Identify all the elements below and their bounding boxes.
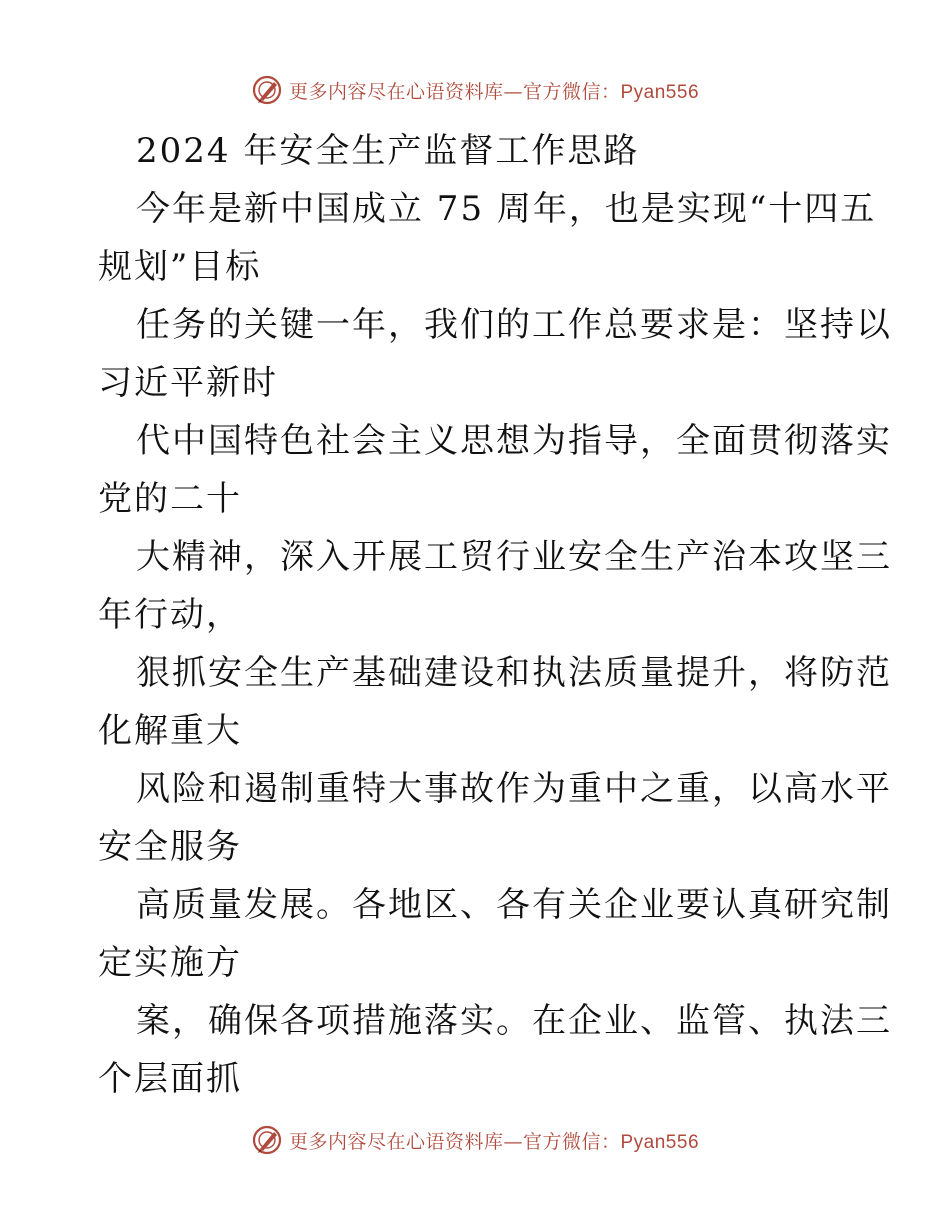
- watermark-text: [289, 1127, 699, 1154]
- paragraph-line: 今年是新中国成立 75 周年，也是实现“十四五: [136, 189, 877, 229]
- document-title: 2024 年安全生产监督工作思路: [136, 131, 640, 171]
- watermark-wechat-label: 官方微信：: [522, 1130, 621, 1153]
- watermark-text: [289, 77, 699, 104]
- document-body: [98, 122, 892, 1108]
- watermark-wechat-label: 官方微信：: [522, 80, 621, 103]
- header-watermark: [0, 70, 950, 110]
- paragraph-line: 习近平新时: [98, 363, 278, 403]
- paragraph-line: 年行动，: [98, 595, 242, 635]
- watermark-account: Pyan556: [620, 1131, 700, 1153]
- pen-nib-circle-icon: [251, 74, 283, 106]
- paragraph-line: 任务的关键一年，我们的工作总要求是：坚持以: [136, 305, 892, 345]
- watermark-separator: —: [503, 80, 523, 103]
- paragraph-line: 个层面抓: [98, 1059, 242, 1099]
- paragraph-line: 风险和遏制重特大事故作为重中之重，以高水平: [136, 769, 892, 809]
- footer-watermark: [0, 1120, 950, 1160]
- paragraph-line: 规划”目标: [98, 247, 262, 287]
- paragraph-line: 党的二十: [98, 479, 242, 519]
- paragraph-line: 案，确保各项措施落实。在企业、监管、执法三: [136, 1001, 892, 1041]
- watermark-site: 更多内容尽在心语资料库: [288, 1130, 504, 1153]
- watermark-separator: —: [503, 1130, 523, 1153]
- paragraph-line: 定实施方: [98, 943, 242, 983]
- paragraph-line: 安全服务: [98, 827, 242, 867]
- paragraph-line: 大精神，深入开展工贸行业安全生产治本攻坚三: [136, 537, 892, 577]
- paragraph-line: 狠抓安全生产基础建设和执法质量提升，将防范: [136, 653, 892, 693]
- paragraph-line: 代中国特色社会主义思想为指导，全面贯彻落实: [136, 421, 892, 461]
- pen-nib-circle-icon: [251, 1124, 283, 1156]
- watermark-site: 更多内容尽在心语资料库: [288, 80, 504, 103]
- watermark-account: Pyan556: [620, 81, 700, 103]
- paragraph-line: 化解重大: [98, 711, 242, 751]
- paragraph-line: 高质量发展。各地区、各有关企业要认真研究制: [136, 885, 892, 925]
